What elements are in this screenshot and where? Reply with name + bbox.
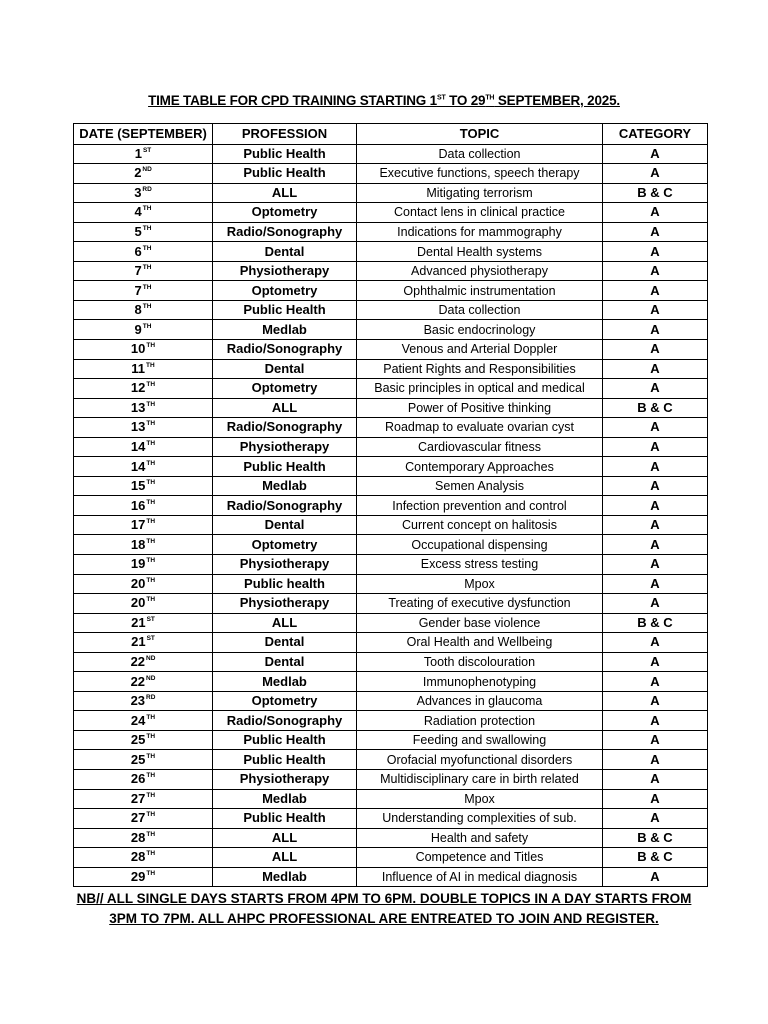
table-row [74,750,708,770]
topic-cell: Advanced physiotherapy [357,261,603,281]
topic-cell: Infection prevention and control [357,496,603,516]
table-row [74,574,708,594]
topic-cell: Executive functions, speech therapy [357,164,603,184]
note-line-2: 3PM TO 7PM. ALL AHPC PROFESSIONAL ARE ENTREATED TO JOIN AND REGISTER. [109,911,659,926]
profession-cell: Radio/Sonography [213,711,357,731]
date-day: 14 [130,438,146,454]
date-cell [74,613,213,633]
date-cell [74,222,213,242]
date-suffix: TH [146,518,156,526]
category-cell: A [603,730,708,750]
date-suffix: TH [142,244,152,252]
date-cell [74,398,213,418]
table-row [74,515,708,535]
profession-cell: Radio/Sonography [213,339,357,359]
topic-cell: Health and safety [357,828,603,848]
profession-cell: Optometry [213,281,357,301]
title-sup-2: TH [485,94,495,102]
table-row [74,418,708,438]
date-suffix: ST [146,635,155,643]
date-suffix: TH [146,733,156,741]
category-cell: A [603,711,708,731]
date-day: 13 [130,399,146,415]
category-cell: A [603,535,708,555]
topic-cell: Mpox [357,574,603,594]
topic-cell: Understanding complexities of sub. [357,809,603,829]
category-cell: A [603,554,708,574]
table-row [74,809,708,829]
date-cell [74,633,213,653]
topic-cell: Power of Positive thinking [357,398,603,418]
title-suffix: SEPTEMBER, 2025. [494,93,620,108]
date-suffix: TH [146,850,156,858]
profession-cell: Dental [213,515,357,535]
date-cell [74,672,213,692]
date-day: 14 [130,458,146,474]
date-suffix: TH [142,283,152,291]
date-cell [74,711,213,731]
category-cell: A [603,770,708,790]
profession-cell: Dental [213,633,357,653]
topic-cell: Feeding and swallowing [357,730,603,750]
date-cell [74,730,213,750]
topic-cell: Tooth discolouration [357,652,603,672]
topic-cell: Ophthalmic instrumentation [357,281,603,301]
date-cell [74,867,213,887]
date-suffix: TH [146,342,156,350]
date-suffix: TH [142,205,152,213]
date-suffix: TH [146,791,156,799]
profession-cell: Public Health [213,457,357,477]
profession-cell: Optometry [213,203,357,223]
date-cell [74,281,213,301]
date-suffix: TH [146,420,156,428]
category-cell: A [603,672,708,692]
table-row [74,183,708,203]
table-row [74,222,708,242]
date-day: 5 [134,223,142,239]
date-suffix: TH [146,557,156,565]
profession-cell: Medlab [213,476,357,496]
date-suffix: ND [142,166,152,174]
date-cell [74,809,213,829]
category-cell: A [603,261,708,281]
profession-cell: Optometry [213,379,357,399]
profession-cell: Radio/Sonography [213,222,357,242]
table-row [74,594,708,614]
date-cell [74,554,213,574]
category-cell: A [603,515,708,535]
profession-cell: Optometry [213,535,357,555]
topic-cell: Venous and Arterial Doppler [357,339,603,359]
date-suffix: TH [146,870,156,877]
date-cell [74,359,213,379]
date-cell [74,437,213,457]
date-suffix: TH [146,811,156,819]
category-cell: A [603,457,708,477]
profession-cell: Optometry [213,691,357,711]
topic-cell: Orofacial myofunctional disorders [357,750,603,770]
category-cell: A [603,496,708,516]
title-prefix: TIME TABLE FOR CPD TRAINING STARTING 1 [148,93,437,108]
topic-cell: Excess stress testing [357,554,603,574]
profession-cell: Radio/Sonography [213,496,357,516]
date-suffix: TH [142,264,152,272]
date-suffix: TH [146,713,156,721]
profession-cell: Medlab [213,789,357,809]
table-row [74,437,708,457]
table-row [74,281,708,301]
table-row [74,164,708,184]
date-cell [74,164,213,184]
category-cell: B & C [603,183,708,203]
category-cell: A [603,418,708,438]
date-day: 25 [130,751,146,767]
date-suffix: TH [146,498,156,506]
date-day: 10 [130,341,146,357]
date-day: 28 [130,829,146,845]
table-row [74,867,708,887]
date-day: 28 [130,849,146,865]
date-day: 18 [130,536,146,552]
date-cell [74,418,213,438]
category-cell: A [603,164,708,184]
category-cell: A [603,320,708,340]
table-row [74,535,708,555]
table-row [74,496,708,516]
profession-cell: Medlab [213,867,357,887]
date-suffix: TH [146,381,156,389]
table-row [74,770,708,790]
date-suffix: RD [142,185,152,193]
header-topic: TOPIC [357,124,603,145]
category-cell: A [603,476,708,496]
date-cell [74,535,213,555]
table-row [74,144,708,164]
profession-cell: Public Health [213,144,357,164]
category-cell: A [603,809,708,829]
table-row [74,789,708,809]
date-day: 16 [130,497,146,513]
date-cell [74,770,213,790]
category-cell: B & C [603,398,708,418]
date-day: 15 [130,478,146,494]
category-cell: A [603,867,708,887]
topic-cell: Immunophenotyping [357,672,603,692]
topic-cell: Radiation protection [357,711,603,731]
profession-cell: Physiotherapy [213,554,357,574]
date-cell [74,691,213,711]
category-cell: A [603,144,708,164]
timetable-body [74,144,708,887]
table-row [74,359,708,379]
profession-cell: Physiotherapy [213,261,357,281]
category-cell: A [603,594,708,614]
table-row [74,339,708,359]
timetable [73,123,708,887]
table-row [74,300,708,320]
category-cell: A [603,359,708,379]
date-suffix: TH [142,303,152,311]
category-cell: B & C [603,828,708,848]
date-suffix: TH [146,576,156,584]
profession-cell: Physiotherapy [213,770,357,790]
category-cell: A [603,242,708,262]
table-row [74,203,708,223]
date-suffix: RD [146,694,156,702]
topic-cell: Semen Analysis [357,476,603,496]
date-cell [74,261,213,281]
date-day: 2 [134,165,142,181]
date-suffix: TH [146,752,156,760]
category-cell: A [603,691,708,711]
date-cell [74,848,213,868]
date-suffix: TH [146,459,156,467]
category-cell: A [603,222,708,242]
table-row [74,476,708,496]
profession-cell: Dental [213,359,357,379]
date-day: 9 [134,321,142,337]
date-cell [74,750,213,770]
table-row [74,261,708,281]
profession-cell: Physiotherapy [213,594,357,614]
date-day: 22 [130,653,146,669]
date-day: 26 [130,771,146,787]
table-row [74,379,708,399]
date-day: 20 [130,595,146,611]
date-cell [74,574,213,594]
date-suffix: TH [146,537,156,545]
date-suffix: TH [146,479,156,487]
profession-cell: Medlab [213,320,357,340]
table-row [74,242,708,262]
category-cell: A [603,652,708,672]
date-cell [74,515,213,535]
category-cell: A [603,300,708,320]
topic-cell: Contact lens in clinical practice [357,203,603,223]
date-suffix: TH [146,596,156,604]
date-cell [74,476,213,496]
date-suffix: TH [146,772,156,780]
table-row [74,652,708,672]
topic-cell: Gender base violence [357,613,603,633]
topic-cell: Basic principles in optical and medical [357,379,603,399]
table-row [74,613,708,633]
profession-cell: ALL [213,613,357,633]
date-cell [74,203,213,223]
date-day: 20 [130,575,146,591]
category-cell: A [603,281,708,301]
header-row [74,124,708,145]
profession-cell: Public Health [213,730,357,750]
document-title [0,93,768,108]
profession-cell: ALL [213,828,357,848]
date-day: 21 [131,614,146,630]
date-day: 17 [130,517,146,533]
date-cell [74,242,213,262]
category-cell: A [603,750,708,770]
date-cell [74,828,213,848]
profession-cell: Dental [213,242,357,262]
date-day: 29 [130,869,146,884]
date-suffix: TH [142,224,152,232]
category-cell: A [603,633,708,653]
topic-cell: Occupational dispensing [357,535,603,555]
date-day: 24 [130,712,146,728]
date-cell [74,183,213,203]
note-line-1: NB// ALL SINGLE DAYS STARTS FROM 4PM TO 6PM. DOUBLE TOPICS IN A DAY STARTS FROM [76,891,692,906]
date-day: 27 [130,810,146,826]
date-day: 1 [134,145,142,161]
date-cell [74,652,213,672]
date-day: 6 [134,243,142,259]
topic-cell: Mitigating terrorism [357,183,603,203]
topic-cell: Mpox [357,789,603,809]
profession-cell: Public Health [213,809,357,829]
date-suffix: TH [146,439,156,447]
date-day: 13 [130,419,146,435]
table-row [74,633,708,653]
topic-cell: Roadmap to evaluate ovarian cyst [357,418,603,438]
date-cell [74,789,213,809]
date-cell [74,594,213,614]
date-cell [74,339,213,359]
profession-cell: Dental [213,652,357,672]
table-row [74,457,708,477]
date-cell [74,144,213,164]
date-suffix: ST [142,146,152,154]
table-row [74,730,708,750]
topic-cell: Multidisciplinary care in birth related [357,770,603,790]
table-row [74,672,708,692]
date-day: 22 [130,673,146,689]
category-cell: A [603,339,708,359]
footer-note [0,889,768,929]
date-suffix: ND [146,654,156,662]
date-day: 3 [134,184,142,200]
topic-cell: Treating of executive dysfunction [357,594,603,614]
table-row [74,398,708,418]
date-suffix: TH [142,322,152,330]
profession-cell: Public Health [213,750,357,770]
topic-cell: Competence and Titles [357,848,603,868]
topic-cell: Basic endocrinology [357,320,603,340]
date-day: 21 [131,634,146,650]
title-sup-1: ST [436,94,446,102]
table-row [74,848,708,868]
date-day: 7 [134,282,142,298]
profession-cell: ALL [213,398,357,418]
date-day: 12 [130,380,146,396]
date-day: 25 [130,732,146,748]
date-cell [74,300,213,320]
profession-cell: ALL [213,848,357,868]
category-cell: B & C [603,613,708,633]
date-day: 19 [130,556,146,572]
category-cell: A [603,789,708,809]
profession-cell: ALL [213,183,357,203]
table-row [74,711,708,731]
date-suffix: TH [146,830,156,838]
date-day: 7 [134,263,142,279]
category-cell: A [603,203,708,223]
topic-cell: Patient Rights and Responsibilities [357,359,603,379]
topic-cell: Current concept on halitosis [357,515,603,535]
category-cell: A [603,379,708,399]
date-cell [74,320,213,340]
table-row [74,320,708,340]
date-day: 27 [130,790,146,806]
date-cell [74,496,213,516]
category-cell: A [603,574,708,594]
topic-cell: Cardiovascular fitness [357,437,603,457]
date-suffix: ND [146,674,156,682]
topic-cell: Contemporary Approaches [357,457,603,477]
date-suffix: ST [146,615,155,623]
header-category: CATEGORY [603,124,708,145]
topic-cell: Dental Health systems [357,242,603,262]
topic-cell: Data collection [357,300,603,320]
table-row [74,691,708,711]
date-day: 4 [134,204,142,220]
header-date: DATE (SEPTEMBER) [74,124,213,145]
table-row [74,828,708,848]
profession-cell: Physiotherapy [213,437,357,457]
topic-cell: Advances in glaucoma [357,691,603,711]
topic-cell: Indications for mammography [357,222,603,242]
date-day: 23 [130,693,146,709]
title-middle: TO 29 [445,93,486,108]
profession-cell: Public Health [213,164,357,184]
table-row [74,554,708,574]
category-cell: A [603,437,708,457]
date-suffix: TH [146,361,155,369]
profession-cell: Radio/Sonography [213,418,357,438]
topic-cell: Data collection [357,144,603,164]
date-suffix: TH [146,400,156,408]
date-cell [74,457,213,477]
profession-cell: Public health [213,574,357,594]
date-day: 11 [131,360,146,376]
date-day: 8 [134,302,142,318]
date-cell [74,379,213,399]
header-profession: PROFESSION [213,124,357,145]
profession-cell: Medlab [213,672,357,692]
category-cell: B & C [603,848,708,868]
profession-cell: Public Health [213,300,357,320]
topic-cell: Influence of AI in medical diagnosis [357,867,603,887]
topic-cell: Oral Health and Wellbeing [357,633,603,653]
